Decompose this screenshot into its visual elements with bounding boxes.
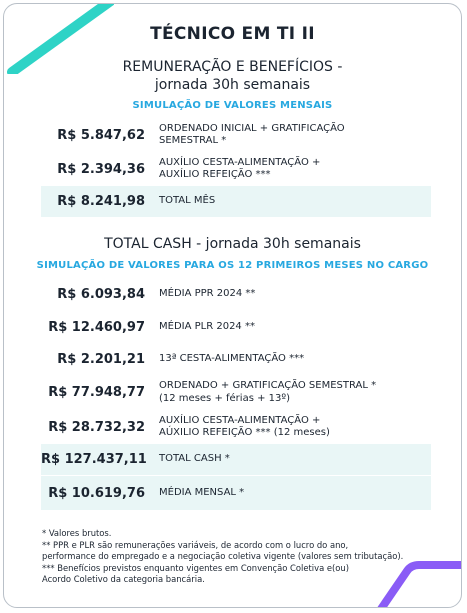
table-row xyxy=(41,410,431,444)
total-month-row xyxy=(41,186,431,217)
row-value: R$ 10.619,76 xyxy=(48,485,145,501)
row-description: TOTAL MÊS xyxy=(159,195,216,207)
footnotes xyxy=(42,528,437,586)
footnote: ** PPR e PLR são remunerações variáveis, de acordo com o lucro do ano, xyxy=(42,539,349,550)
row-description-line1: AUXÍLIO CESTA-ALIMENTAÇÃO + xyxy=(159,156,321,168)
table-row xyxy=(41,375,431,410)
row-value: R$ 2.394,36 xyxy=(57,161,145,177)
table-row xyxy=(41,152,431,186)
footnote: *** Benefícios previstos enquanto vigentes em Convenção Coletiva e(ou) xyxy=(42,562,349,573)
page-title: TÉCNICO EM TI II xyxy=(150,24,315,44)
row-description-line2: AÚXILIO REFEIÇÃO *** (12 meses) xyxy=(159,427,330,438)
monthly-average-row xyxy=(41,476,431,510)
row-description xyxy=(159,123,431,148)
row-description xyxy=(159,415,431,440)
row-description: MÉDIA PPR 2024 ** xyxy=(159,288,256,300)
row-description: MÉDIA MENSAL * xyxy=(159,486,245,498)
section1-heading-line1: REMUNERAÇÃO E BENEFÍCIOS - xyxy=(122,59,343,75)
footnote: * Valores brutos. xyxy=(42,528,112,538)
footnote: Acordo Coletivo da categoria bancária. xyxy=(42,574,205,585)
row-description-line2: (12 meses + férias + 13º) xyxy=(159,392,290,404)
row-description-line2: SEMESTRAL * xyxy=(159,135,227,146)
row-value: R$ 77.948,77 xyxy=(48,385,145,400)
row-value: R$ 127.437,11 xyxy=(41,452,147,467)
section1-heading-line2: jornada 30h semanais xyxy=(154,77,311,93)
table-row xyxy=(41,344,431,375)
section1-simulation-label: SIMULAÇÃO DE VALORES MENSAIS xyxy=(132,100,333,111)
row-description: TOTAL CASH * xyxy=(159,453,230,465)
salary-card xyxy=(3,3,462,608)
table-row xyxy=(41,311,431,344)
footnote: performance do empregado e a negociação coletiva vigente (valores sem tributação). xyxy=(42,551,404,562)
row-description-line1: ORDENADO INICIAL + GRATIFICAÇÃO xyxy=(159,122,345,134)
row-description xyxy=(159,157,431,182)
row-description-line2: AUXÍLIO REFEIÇÃO *** xyxy=(159,169,271,180)
row-value: R$ 2.201,21 xyxy=(57,352,145,367)
row-value: R$ 12.460,97 xyxy=(48,320,145,335)
row-description-line1: AUXÍLIO CESTA-ALIMENTAÇÃO + xyxy=(159,414,321,426)
section2-heading: TOTAL CASH - jornada 30h semanais xyxy=(104,236,361,252)
row-value: R$ 8.241,98 xyxy=(57,194,145,209)
total-cash-row xyxy=(41,444,431,475)
section1-heading xyxy=(4,58,461,94)
row-description: 13ª CESTA-ALIMENTAÇÃO *** xyxy=(159,353,305,365)
section2-simulation-label: SIMULAÇÃO DE VALORES PARA OS 12 PRIMEIROS MESES NO CARGO xyxy=(36,260,429,271)
row-description-line1: ORDENADO + GRATIFICAÇÃO SEMESTRAL * xyxy=(159,380,377,391)
row-description: MÉDIA PLR 2024 ** xyxy=(159,321,255,333)
row-value: R$ 5.847,62 xyxy=(57,127,145,143)
table-row xyxy=(41,278,431,311)
row-value: R$ 6.093,84 xyxy=(57,287,145,302)
table-row xyxy=(41,118,431,152)
row-value: R$ 28.732,32 xyxy=(48,419,145,435)
row-description xyxy=(159,380,431,405)
